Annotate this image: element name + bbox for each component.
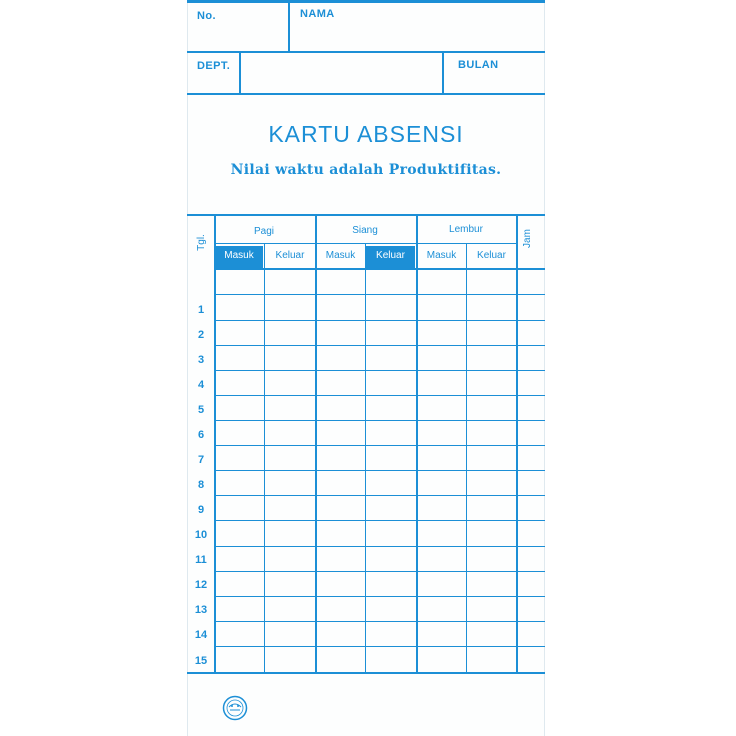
col-pagi-masuk: Masuk bbox=[215, 246, 263, 268]
fields-divider-2 bbox=[187, 93, 545, 95]
col-pagi-keluar: Keluar bbox=[275, 250, 305, 261]
col-line-3 bbox=[365, 244, 366, 673]
row-line-9 bbox=[214, 520, 545, 521]
printer-seal-icon bbox=[222, 695, 248, 721]
dept-field[interactable] bbox=[241, 53, 442, 94]
col-line-1 bbox=[264, 244, 265, 673]
row-line-3 bbox=[214, 370, 545, 371]
row-line-6 bbox=[214, 445, 545, 446]
table-bottom-border bbox=[187, 672, 545, 674]
col-line-date bbox=[214, 214, 216, 673]
card-tagline: Nilai waktu adalah Produktifitas. bbox=[230, 162, 502, 178]
table-top-border bbox=[187, 214, 545, 216]
col-lembur-keluar: Keluar bbox=[477, 250, 506, 261]
row-line-7 bbox=[214, 470, 545, 471]
col-siang-keluar: Keluar bbox=[366, 246, 415, 268]
row-line-8 bbox=[214, 495, 545, 496]
card-left-edge bbox=[187, 0, 188, 736]
row-line-5 bbox=[214, 420, 545, 421]
row-number: 13 bbox=[194, 604, 208, 616]
row-line-2 bbox=[214, 345, 545, 346]
bulan-field[interactable] bbox=[444, 53, 545, 94]
row-line-4 bbox=[214, 395, 545, 396]
col-siang-masuk: Masuk bbox=[325, 250, 356, 261]
col-line-6 bbox=[516, 214, 518, 673]
row-number: 15 bbox=[194, 655, 208, 667]
row-line-11 bbox=[214, 571, 545, 572]
row-line-0 bbox=[214, 294, 545, 295]
row-number: 8 bbox=[197, 479, 205, 491]
row-number: 9 bbox=[197, 504, 205, 516]
row-number: 3 bbox=[197, 354, 205, 366]
row-line-12 bbox=[214, 596, 545, 597]
no-field[interactable] bbox=[187, 3, 288, 51]
col-line-4 bbox=[416, 214, 418, 673]
dept-label: DEPT. bbox=[197, 60, 231, 72]
group-pagi: Pagi bbox=[253, 226, 274, 237]
nama-field[interactable] bbox=[290, 3, 545, 51]
card-title: KARTU ABSENSI bbox=[268, 121, 464, 147]
col-line-5 bbox=[466, 244, 467, 673]
nama-label: NAMA bbox=[300, 8, 335, 20]
row-number: 5 bbox=[197, 404, 205, 416]
bulan-label: BULAN bbox=[458, 59, 499, 71]
tgl-header: Tgl. bbox=[195, 234, 207, 251]
card-right-edge bbox=[544, 0, 545, 736]
row-number: 1 bbox=[197, 304, 205, 316]
row-number: 12 bbox=[194, 579, 208, 591]
no-label: No. bbox=[197, 10, 216, 22]
row-number: 7 bbox=[197, 454, 205, 466]
row-line-1 bbox=[214, 320, 545, 321]
jam-header: Jam bbox=[521, 229, 533, 248]
col-line-2 bbox=[315, 214, 317, 673]
row-number: 4 bbox=[197, 379, 205, 391]
row-number: 10 bbox=[194, 529, 208, 541]
row-number: 6 bbox=[197, 429, 205, 441]
row-line-10 bbox=[214, 546, 545, 547]
row-number: 2 bbox=[197, 329, 205, 341]
group-lembur: Lembur bbox=[449, 224, 483, 235]
row-number: 14 bbox=[194, 629, 208, 641]
col-lembur-masuk: Masuk bbox=[426, 250, 457, 261]
row-number: 11 bbox=[195, 554, 207, 566]
row-line-14 bbox=[214, 646, 545, 647]
row-line-13 bbox=[214, 621, 545, 622]
attendance-card bbox=[187, 0, 545, 736]
group-siang: Siang bbox=[352, 225, 378, 236]
